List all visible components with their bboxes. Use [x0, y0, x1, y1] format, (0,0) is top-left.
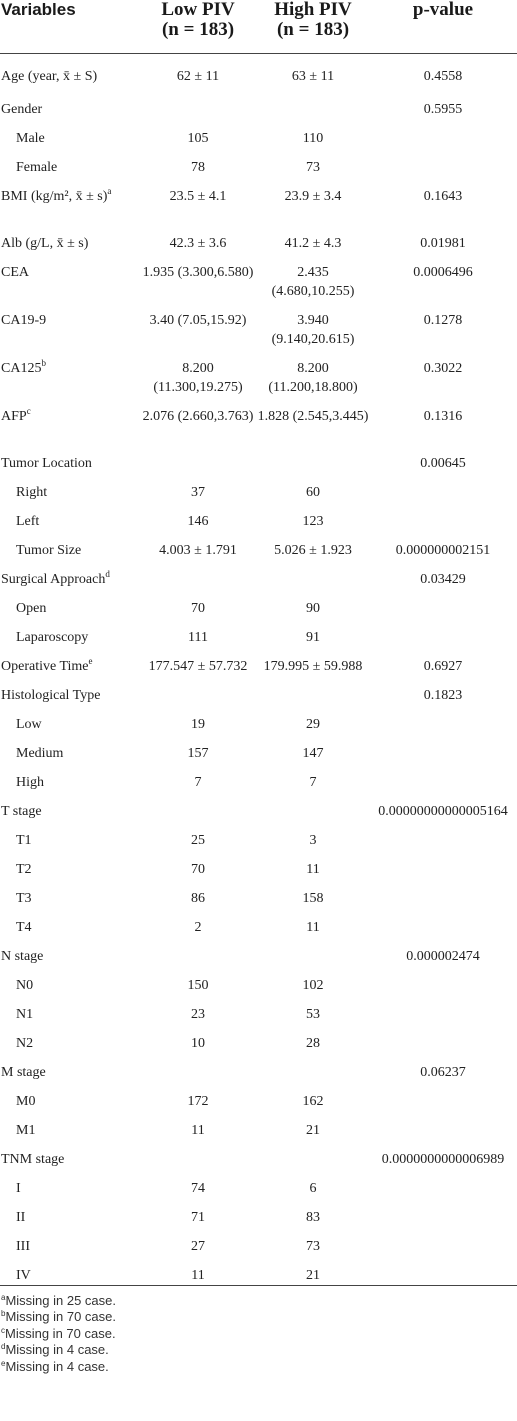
header-row	[0, 0, 517, 54]
p-value: 0.5955	[423, 101, 463, 117]
high-piv-value: 3	[309, 832, 317, 848]
high-piv-value: 179.995 ± 59.988	[263, 658, 363, 674]
row-label	[0, 397, 139, 444]
footnote-mark: a	[1, 1292, 6, 1302]
table-row	[0, 1227, 517, 1256]
table-row	[0, 349, 517, 397]
row-label	[0, 792, 139, 821]
table-row	[0, 119, 517, 148]
table-row	[0, 90, 517, 119]
high-piv-value: 90	[306, 600, 320, 616]
row-label-text: II	[16, 1209, 26, 1225]
header-high-piv	[257, 0, 369, 54]
low-piv-value: 25	[191, 832, 205, 848]
p-value	[369, 908, 517, 937]
p-value	[369, 995, 517, 1024]
row-label-text: Tumor Size	[16, 542, 82, 558]
row-label	[0, 908, 139, 937]
row-label	[0, 995, 139, 1024]
row-label-text: T3	[16, 890, 32, 906]
low-piv-value: 2	[194, 919, 202, 935]
footnote	[1, 1342, 517, 1359]
row-label	[0, 647, 139, 676]
row-label-text: Laparoscopy	[16, 629, 89, 645]
row-label	[0, 1169, 139, 1198]
table-row	[0, 937, 517, 966]
table-row	[0, 253, 517, 301]
row-label	[0, 1024, 139, 1053]
p-value	[369, 763, 517, 792]
row-label-text: TNM stage	[1, 1151, 65, 1167]
row-label	[0, 618, 139, 647]
row-label-text: Female	[16, 159, 58, 175]
low-piv-value: 11	[191, 1267, 205, 1283]
p-value: 0.3022	[423, 360, 463, 376]
low-piv-value: 8.200 (11.300,19.275)	[153, 360, 243, 395]
table-row	[0, 1140, 517, 1169]
row-label	[0, 531, 139, 560]
low-piv-value: 105	[187, 130, 209, 146]
row-label-text: N0	[16, 977, 34, 993]
header-low-title: Low PIV	[161, 0, 235, 20]
high-piv-value: 60	[306, 484, 320, 500]
low-piv-value: 177.547 ± 57.732	[148, 658, 248, 674]
high-piv-value	[257, 937, 369, 966]
low-piv-value: 70	[191, 600, 205, 616]
row-label	[0, 1227, 139, 1256]
p-value	[369, 119, 517, 148]
footnote-text: Missing in 4 case.	[5, 1358, 109, 1374]
high-piv-value: 63 ± 11	[291, 69, 335, 84]
high-piv-value: 21	[306, 1267, 320, 1283]
row-label-text: Alb (g/L, x̄ ± s)	[1, 235, 89, 251]
table-row	[0, 966, 517, 995]
high-piv-value	[257, 1140, 369, 1169]
high-piv-value: 158	[302, 890, 324, 906]
row-label	[0, 589, 139, 618]
low-piv-value: 1.935 (3.300,6.580)	[142, 264, 254, 280]
high-piv-value: 6	[309, 1180, 317, 1196]
low-piv-value	[139, 792, 257, 821]
p-value	[369, 1198, 517, 1227]
high-piv-value: 23.9 ± 3.4	[284, 188, 342, 204]
table-row	[0, 1082, 517, 1111]
row-label-text: BMI (kg/m², x̄ ± s)	[1, 188, 108, 204]
p-value: 0.06237	[420, 1064, 466, 1080]
table-row	[0, 647, 517, 676]
row-label-text: Male	[16, 130, 45, 146]
p-value: 0.00645	[420, 455, 466, 471]
row-label-text: N stage	[1, 948, 44, 964]
low-piv-value: 37	[191, 484, 205, 500]
low-piv-value	[139, 444, 257, 473]
footnote	[1, 1293, 517, 1310]
low-piv-value: 4.003 ± 1.791	[159, 542, 237, 558]
table-row	[0, 763, 517, 792]
row-label-text: T4	[16, 919, 32, 935]
p-value	[369, 821, 517, 850]
low-piv-value: 74	[191, 1180, 205, 1196]
high-piv-value: 91	[306, 629, 320, 645]
low-piv-value: 71	[191, 1209, 205, 1225]
low-piv-value: 3.40 (7.05,15.92)	[149, 312, 247, 328]
p-value: 0.000002474	[406, 948, 480, 964]
low-piv-value: 146	[187, 513, 209, 529]
p-value	[369, 502, 517, 531]
table-row	[0, 148, 517, 177]
row-label	[0, 54, 139, 90]
p-value	[369, 734, 517, 763]
row-label-text: Gender	[1, 101, 43, 117]
table-row	[0, 1111, 517, 1140]
p-value	[369, 148, 517, 177]
p-value: 0.4558	[423, 69, 463, 84]
row-label	[0, 1198, 139, 1227]
low-piv-value: 111	[188, 629, 208, 645]
row-label-text: M0	[16, 1093, 36, 1109]
low-piv-value: 70	[191, 861, 205, 877]
header-high-n: (n = 183)	[276, 19, 350, 40]
table-row	[0, 1053, 517, 1082]
row-label-text: CA125	[1, 360, 42, 376]
p-value: 0.03429	[420, 571, 466, 587]
row-label	[0, 1053, 139, 1082]
p-value	[369, 1082, 517, 1111]
p-value	[369, 618, 517, 647]
low-piv-value: 62 ± 11	[176, 69, 220, 84]
low-piv-value: 86	[191, 890, 205, 906]
footnote	[1, 1359, 517, 1376]
row-label-text: Open	[16, 600, 47, 616]
footnote-marker: c	[26, 405, 31, 416]
p-value: 0.0006496	[413, 264, 473, 280]
row-label-text: Age (year, x̄ ± S)	[1, 69, 98, 84]
footnote-text: Missing in 70 case.	[5, 1309, 117, 1324]
p-value: 0.1316	[423, 408, 463, 424]
table-row	[0, 850, 517, 879]
row-label-text: Right	[16, 484, 48, 500]
p-value	[369, 1227, 517, 1256]
high-piv-value: 73	[306, 159, 320, 175]
row-label-text: Low	[16, 716, 42, 732]
table-row	[0, 734, 517, 763]
table-row	[0, 301, 517, 349]
high-piv-value	[257, 1053, 369, 1082]
high-piv-value: 41.2 ± 4.3	[284, 235, 342, 251]
row-label-text: High	[16, 774, 44, 790]
p-value	[369, 1169, 517, 1198]
row-label	[0, 1082, 139, 1111]
high-piv-value: 8.200 (11.200,18.800)	[268, 360, 358, 395]
p-value	[369, 705, 517, 734]
low-piv-value: 78	[191, 159, 205, 175]
low-piv-value: 11	[191, 1122, 205, 1138]
high-piv-value: 1.828 (2.545,3.445)	[257, 408, 369, 424]
table-row	[0, 397, 517, 444]
p-value	[369, 879, 517, 908]
low-piv-value: 19	[191, 716, 205, 732]
low-piv-value	[139, 1053, 257, 1082]
low-piv-value	[139, 560, 257, 589]
footnote-text: Missing in 70 case.	[5, 1325, 116, 1341]
row-label-text: Medium	[16, 745, 64, 761]
table-row	[0, 676, 517, 705]
row-label	[0, 1256, 139, 1286]
row-label-text: Histological Type	[1, 687, 101, 703]
table-row	[0, 1256, 517, 1286]
low-piv-value: 157	[187, 745, 209, 761]
row-label	[0, 502, 139, 531]
low-piv-value	[139, 90, 257, 119]
footnote-text: Missing in 25 case.	[5, 1292, 117, 1308]
row-label	[0, 705, 139, 734]
row-label	[0, 763, 139, 792]
footnote-marker: e	[88, 655, 93, 666]
p-value	[369, 473, 517, 502]
high-piv-value: 21	[306, 1122, 320, 1138]
row-label-text: M1	[16, 1122, 36, 1138]
p-value: 0.0000000000006989	[381, 1151, 505, 1167]
row-label	[0, 1140, 139, 1169]
high-piv-value: 147	[302, 745, 324, 761]
footnote-text: Missing in 4 case.	[5, 1342, 109, 1357]
row-label	[0, 560, 139, 589]
row-label	[0, 119, 139, 148]
table-row	[0, 995, 517, 1024]
row-label	[0, 301, 139, 349]
low-piv-value: 7	[194, 774, 202, 790]
header-low-piv	[139, 0, 257, 54]
low-piv-value	[139, 676, 257, 705]
footnote-marker: d	[105, 568, 110, 579]
footnote-marker: a	[107, 185, 112, 196]
row-label	[0, 676, 139, 705]
row-label	[0, 966, 139, 995]
table-row	[0, 473, 517, 502]
row-label-text: N2	[16, 1035, 34, 1051]
row-label	[0, 473, 139, 502]
p-value	[369, 1256, 517, 1286]
row-label-text: Surgical Approach	[1, 571, 106, 587]
p-value	[369, 1024, 517, 1053]
table-row	[0, 1198, 517, 1227]
table-row	[0, 879, 517, 908]
low-piv-value: 27	[191, 1238, 205, 1254]
high-piv-value	[257, 792, 369, 821]
p-value: 0.00000000000005164	[378, 803, 508, 819]
row-label	[0, 224, 139, 253]
row-label-text: IV	[16, 1267, 31, 1283]
footnotes	[0, 1286, 517, 1376]
row-label-text: I	[16, 1180, 21, 1196]
high-piv-value	[257, 676, 369, 705]
row-label-text: III	[16, 1238, 30, 1254]
row-label	[0, 177, 139, 224]
p-value: 0.1278	[423, 312, 463, 328]
low-piv-value: 10	[191, 1035, 205, 1051]
footnote	[1, 1326, 517, 1343]
row-label	[0, 850, 139, 879]
table-row	[0, 224, 517, 253]
table-row	[0, 1169, 517, 1198]
high-piv-value: 102	[302, 977, 324, 993]
row-label-text: N1	[16, 1006, 34, 1022]
low-piv-value: 2.076 (2.660,3.763)	[142, 408, 254, 424]
table-row	[0, 792, 517, 821]
table-body	[0, 54, 517, 1286]
row-label-text: M stage	[1, 1064, 46, 1080]
low-piv-value: 23.5 ± 4.1	[169, 188, 227, 204]
row-label	[0, 444, 139, 473]
high-piv-value: 123	[302, 513, 324, 529]
table-row	[0, 502, 517, 531]
high-piv-value: 11	[306, 919, 320, 935]
low-piv-value: 23	[191, 1006, 205, 1022]
high-piv-value	[257, 90, 369, 119]
footnote-marker: b	[41, 357, 46, 368]
table-row	[0, 444, 517, 473]
high-piv-value: 110	[302, 130, 324, 146]
table-row	[0, 821, 517, 850]
row-label	[0, 148, 139, 177]
row-label-text: Operative Time	[1, 658, 89, 674]
footnote-mark: e	[1, 1358, 6, 1368]
high-piv-value: 29	[306, 716, 320, 732]
low-piv-value	[139, 937, 257, 966]
row-label	[0, 879, 139, 908]
high-piv-value	[257, 560, 369, 589]
row-label-text: T2	[16, 861, 32, 877]
p-value: 0.000000002151	[395, 542, 491, 558]
high-piv-value: 28	[306, 1035, 320, 1051]
p-value: 0.1823	[423, 687, 463, 703]
row-label-text: CA19-9	[1, 312, 47, 328]
footnote	[1, 1309, 517, 1326]
footnote-mark: c	[1, 1325, 5, 1335]
row-label-text: T1	[16, 832, 32, 848]
high-piv-value: 73	[306, 1238, 320, 1254]
table-row	[0, 618, 517, 647]
row-label-text: T stage	[1, 803, 42, 819]
row-label	[0, 734, 139, 763]
row-label-text: Left	[16, 513, 40, 529]
high-piv-value: 7	[309, 774, 317, 790]
row-label-text: CEA	[1, 264, 29, 280]
p-value	[369, 589, 517, 618]
table-row	[0, 531, 517, 560]
header-p-value: p-value	[412, 0, 474, 20]
p-value	[369, 966, 517, 995]
table-row	[0, 177, 517, 224]
table-row	[0, 54, 517, 90]
low-piv-value: 42.3 ± 3.6	[169, 235, 227, 251]
table-row	[0, 1024, 517, 1053]
high-piv-value	[257, 444, 369, 473]
header-low-n: (n = 183)	[161, 19, 235, 40]
p-value: 0.1643	[423, 188, 463, 204]
high-piv-value: 5.026 ± 1.923	[274, 542, 352, 558]
table-row	[0, 705, 517, 734]
high-piv-value: 162	[302, 1093, 324, 1109]
header-variables: Variables	[1, 0, 76, 19]
row-label	[0, 1111, 139, 1140]
header-high-title: High PIV	[274, 0, 352, 20]
high-piv-value: 2.435 (4.680,10.255)	[271, 264, 355, 299]
low-piv-value: 150	[187, 977, 209, 993]
row-label	[0, 90, 139, 119]
high-piv-value: 53	[306, 1006, 320, 1022]
row-label	[0, 937, 139, 966]
high-piv-value: 83	[306, 1209, 320, 1225]
high-piv-value: 11	[306, 861, 320, 877]
p-value	[369, 1111, 517, 1140]
row-label	[0, 253, 139, 301]
footnote-mark: d	[1, 1342, 6, 1351]
row-label	[0, 821, 139, 850]
p-value: 0.01981	[420, 235, 466, 251]
high-piv-value: 3.940 (9.140,20.615)	[271, 312, 355, 347]
row-label-text: AFP	[1, 408, 27, 424]
p-value: 0.6927	[423, 658, 463, 674]
p-value	[369, 850, 517, 879]
table-row	[0, 560, 517, 589]
low-piv-value	[139, 1140, 257, 1169]
low-piv-value: 172	[187, 1093, 209, 1109]
row-label-text: Tumor Location	[1, 455, 92, 471]
table-row	[0, 589, 517, 618]
row-label	[0, 349, 139, 397]
footnote-mark: b	[1, 1309, 6, 1318]
table-row	[0, 908, 517, 937]
